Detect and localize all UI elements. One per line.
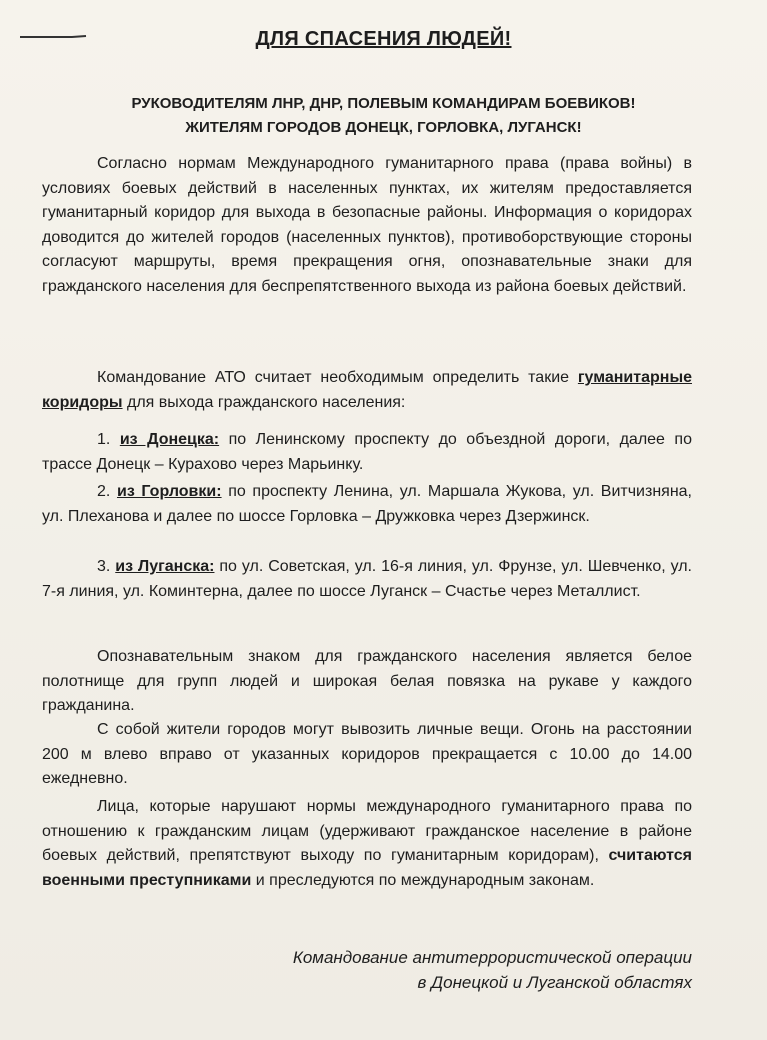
violators-paragraph	[42, 795, 692, 893]
corridors-paragraph	[42, 366, 692, 415]
corridors-emphasis: гуманитарные коридоры	[42, 369, 692, 411]
signature-line-1: Командование антитеррористической операции	[292, 948, 692, 967]
corridors-tail: для выхода гражданского населения:	[127, 393, 406, 411]
intro-paragraph: Согласно нормам Международного гуманитарного права (права войны) в условиях боевых действий в населенных пунктах, их жителям предоставляется гуманитарный коридор для выхода в безопасные районы. Информация о коридорах доводится до жителей городов (населенных пунктов), противоборствующие стороны согласуют маршруты, время прекращения огня, опознавательные знаки для гражданского населения для беспрепятственного выхода из района боевых действий.	[42, 155, 692, 295]
signature-line-2: в Донецкой и Луганской областях	[417, 973, 692, 992]
violators-tail: и преследуются по международным законам.	[255, 871, 595, 889]
route-3-city: из Луганска:	[115, 558, 215, 575]
violators-lead: Лица, которые нарушают нормы международного гуманитарного права по отношению к гражданским лицам (удерживают гражданское население в районе боевых действий, препятствуют выходу по гуманитарным коридорам),	[42, 798, 692, 864]
page-title: ДЛЯ СПАСЕНИЯ ЛЮДЕЙ!	[255, 28, 512, 50]
signature-block	[293, 945, 692, 995]
route-2-city: из Горловки:	[116, 483, 222, 500]
route-3: 3. из Луганска: по ул. Советская, ул. 16-я линия, ул. Фрунзе, ул. Шевченко, ул. 7-я линия, ул. Коминтерна, далее по шоссе Луганск – Счастье через Металлист.	[42, 558, 693, 600]
route-3-text: по ул. Советская, ул. 16-я линия, ул. Фрунзе, ул. Шевченко, ул. 7-я линия, ул. Коминтерна, далее по шоссе Луганск – Счастье через Металлист.	[42, 558, 693, 600]
route-2-text: по проспекту Ленина, ул. Маршала Жукова, ул. Витчизняна, ул. Плеханова и далее по шоссе Горловка – Дружковка через Дзержинск.	[42, 483, 693, 525]
addressee-line-1: РУКОВОДИТЕЛЯМ ЛНР, ДНР, ПОЛЕВЫМ КОМАНДИРАМ БОЕВИКОВ!	[131, 95, 636, 112]
addressee-block	[0, 92, 767, 140]
addressee-line-2: ЖИТЕЛЯМ ГОРОДОВ ДОНЕЦК, ГОРЛОВКА, ЛУГАНСК!	[185, 119, 582, 136]
corridors-lead: Командование АТО считает необходимым определить такие	[97, 369, 570, 386]
route-1-city: из Донецка:	[119, 431, 220, 448]
route-1: 1. из Донецка: по Ленинскому проспекту до объездной дороги, далее по трассе Донецк – Курахово через Марьинку.	[42, 431, 692, 473]
violators-emphasis: считаются военными преступниками	[42, 847, 692, 889]
ceasefire-paragraph: С собой жители городов могут вывозить личные вещи. Огонь на расстоянии 200 м влево вправо от указанных коридоров прекращается с 10.00 до 14.00 ежедневно.	[42, 721, 692, 787]
identification-paragraph: Опознавательным знаком для гражданского населения является белое полотнище для групп людей и широкая белая повязка на рукаве у каждого гражданина.	[42, 648, 692, 714]
route-2: 2. из Горловки: по проспекту Ленина, ул. Маршала Жукова, ул. Витчизняна, ул. Плеханова и далее по шоссе Горловка – Дружковка через Дзержинск.	[42, 483, 693, 525]
route-1-text: по Ленинскому проспекту до объездной дороги, далее по трассе Донецк – Курахово через Марьинку.	[42, 431, 692, 473]
